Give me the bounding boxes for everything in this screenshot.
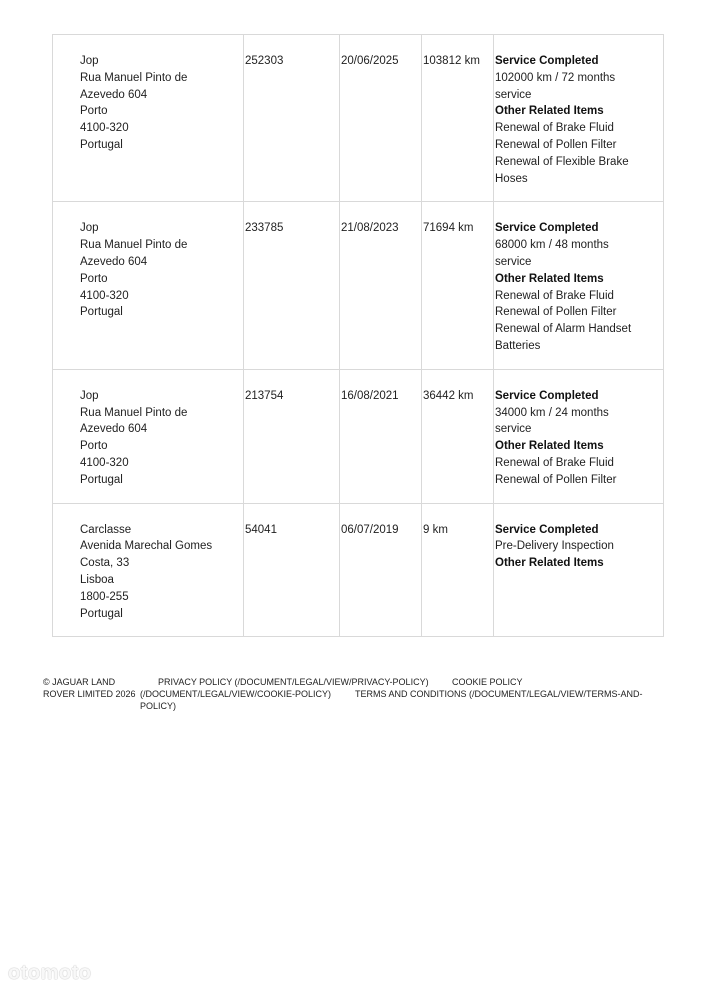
- mileage: 71694 km: [423, 222, 474, 235]
- terms-link-continued[interactable]: POLICY): [140, 701, 177, 711]
- dealer-address-line: Rua Manuel Pinto de: [80, 239, 188, 252]
- dealer-address-line: Azevedo 604: [80, 88, 148, 101]
- mileage-cell: [422, 369, 494, 503]
- dealer-address-cell: [53, 202, 244, 369]
- dealer-address-line: Portugal: [80, 306, 123, 319]
- mileage: 9 km: [423, 523, 448, 536]
- service-description-line: service: [495, 423, 532, 436]
- service-description-line: 102000 km / 72 months: [495, 71, 616, 84]
- dealer-address-line: Costa, 33: [80, 557, 130, 570]
- dealer-address-line: 4100-320: [80, 456, 129, 469]
- dealer-address-line: Porto: [80, 105, 108, 118]
- record-id: 252303: [245, 55, 284, 67]
- dealer-address-line: Portugal: [80, 138, 123, 151]
- dealer-address-line: Avenida Marechal Gomes: [80, 540, 213, 553]
- service-record-row: [53, 369, 664, 503]
- dealer-address-line: 4100-320: [80, 122, 129, 135]
- privacy-policy-link[interactable]: PRIVACY POLICY (/DOCUMENT/LEGAL/VIEW/PRIVACY-POLICY): [158, 677, 429, 687]
- service-date: 16/08/2021: [341, 389, 399, 402]
- dealer-address-line: Porto: [80, 272, 108, 285]
- other-related-items-heading: Other Related Items: [495, 440, 604, 453]
- related-item-line: Renewal of Brake Fluid: [495, 122, 614, 135]
- service-date-cell: [340, 503, 422, 637]
- service-description-line: 34000 km / 24 months: [495, 406, 609, 419]
- service-date-cell: [340, 369, 422, 503]
- dealer-address-line: 4100-320: [80, 289, 129, 302]
- record-id-cell: [244, 369, 340, 503]
- other-related-items-heading: Other Related Items: [495, 272, 604, 285]
- service-date: 06/07/2019: [341, 523, 399, 536]
- related-item-line: Hoses: [495, 172, 528, 185]
- related-item-line: Renewal of Brake Fluid: [495, 289, 614, 302]
- service-details-cell: [494, 202, 664, 369]
- record-id-cell: [244, 202, 340, 369]
- service-record-row: [53, 503, 664, 637]
- related-item-line: Renewal of Brake Fluid: [495, 456, 614, 469]
- service-history-table: [52, 34, 664, 637]
- service-description-line: service: [495, 88, 532, 101]
- service-completed-heading: Service Completed: [495, 222, 599, 235]
- dealer-address-cell: [53, 369, 244, 503]
- cookie-policy-path-link[interactable]: (/DOCUMENT/LEGAL/VIEW/COOKIE-POLICY): [140, 689, 332, 699]
- service-date: 21/08/2023: [341, 222, 399, 235]
- related-item-line: Renewal of Pollen Filter: [495, 138, 617, 151]
- service-completed-heading: Service Completed: [495, 55, 599, 67]
- dealer-address-line: 1800-255: [80, 590, 129, 603]
- dealer-name: Carclasse: [80, 523, 132, 536]
- dealer-address-line: Rua Manuel Pinto de: [80, 71, 188, 84]
- service-completed-heading: Service Completed: [495, 523, 599, 536]
- dealer-address-line: Rua Manuel Pinto de: [80, 406, 188, 419]
- mileage: 103812 km: [423, 55, 480, 67]
- dealer-address-line: Azevedo 604: [80, 423, 148, 436]
- related-item-line: Renewal of Pollen Filter: [495, 306, 617, 319]
- record-id: 233785: [245, 222, 284, 235]
- record-id: 213754: [245, 389, 284, 402]
- record-id-cell: [244, 35, 340, 202]
- record-id-cell: [244, 503, 340, 637]
- dealer-name: Jop: [80, 55, 99, 67]
- related-item-line: Renewal of Flexible Brake: [495, 155, 629, 168]
- cookie-policy-link[interactable]: COOKIE POLICY: [452, 677, 523, 687]
- dealer-address-cell: [53, 35, 244, 202]
- dealer-address-line: Azevedo 604: [80, 255, 148, 268]
- related-item-line: Batteries: [495, 339, 541, 352]
- service-description-line: service: [495, 255, 532, 268]
- service-details-cell: [494, 503, 664, 637]
- dealer-address-line: Portugal: [80, 473, 123, 486]
- service-record-row: [53, 35, 664, 202]
- other-related-items-heading: Other Related Items: [495, 105, 604, 118]
- related-item-line: Renewal of Pollen Filter: [495, 473, 617, 486]
- dealer-address-line: Lisboa: [80, 573, 114, 586]
- mileage: 36442 km: [423, 389, 474, 402]
- service-date-cell: [340, 202, 422, 369]
- mileage-cell: [422, 503, 494, 637]
- record-id: 54041: [245, 523, 277, 536]
- service-record-row: [53, 202, 664, 369]
- mileage-cell: [422, 35, 494, 202]
- terms-link[interactable]: TERMS AND CONDITIONS (/DOCUMENT/LEGAL/VIEW/TERMS-AND-: [355, 689, 643, 699]
- copyright-line-1: © JAGUAR LAND: [43, 677, 116, 687]
- dealer-address-line: Porto: [80, 440, 108, 453]
- dealer-address-line: Portugal: [80, 607, 123, 620]
- dealer-name: Jop: [80, 222, 99, 235]
- copyright-line-2: ROVER LIMITED 2026: [43, 689, 136, 699]
- service-description-line: 68000 km / 48 months: [495, 239, 609, 252]
- mileage-cell: [422, 202, 494, 369]
- service-description-line: Pre-Delivery Inspection: [495, 540, 614, 553]
- dealer-address-cell: [53, 503, 244, 637]
- service-completed-heading: Service Completed: [495, 389, 599, 402]
- service-details-cell: [494, 369, 664, 503]
- service-details-cell: [494, 35, 664, 202]
- service-date-cell: [340, 35, 422, 202]
- other-related-items-heading: Other Related Items: [495, 557, 604, 570]
- service-date: 20/06/2025: [341, 55, 399, 67]
- related-item-line: Renewal of Alarm Handset: [495, 323, 632, 336]
- dealer-name: Jop: [80, 389, 99, 402]
- watermark-logo: otomoto: [8, 962, 92, 984]
